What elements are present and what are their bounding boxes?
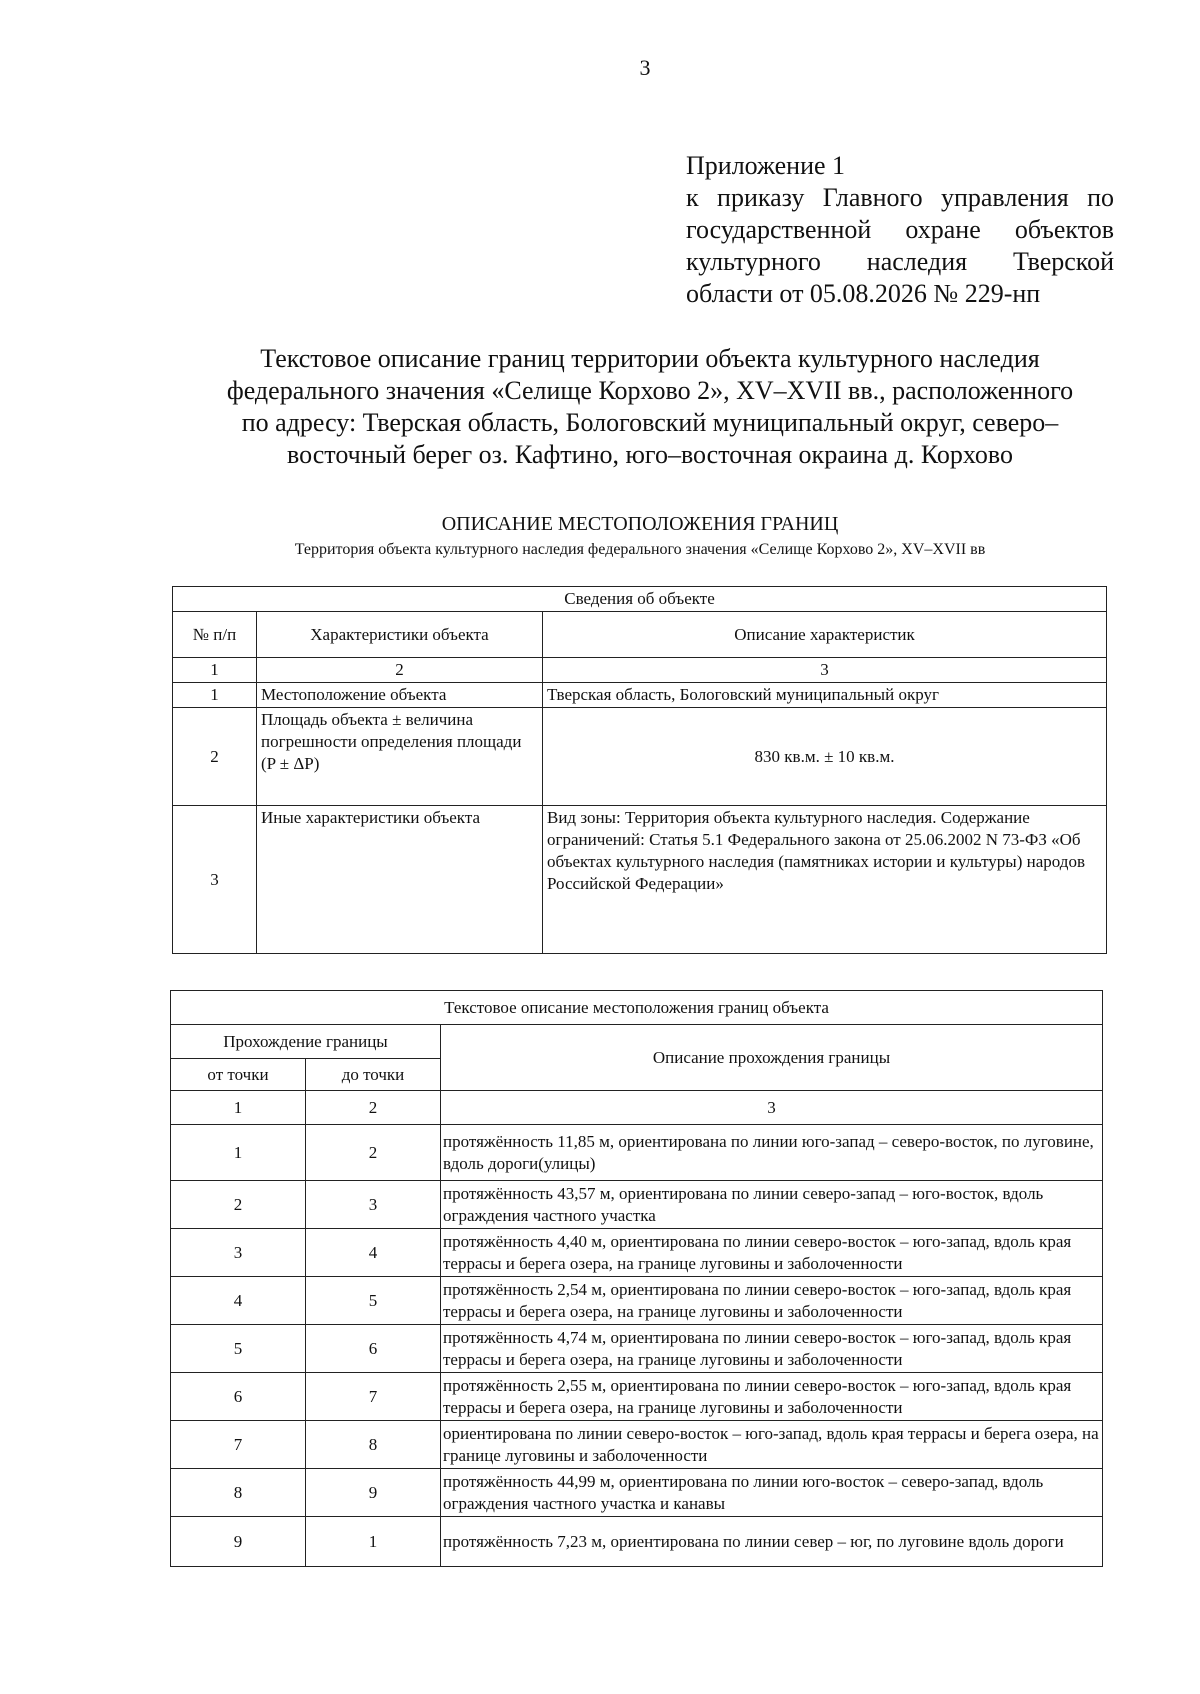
row-desc: ориентирована по линии северо-восток – юго-запад, вдоль края террасы и берега озера, на границе луговины и заболоченности xyxy=(441,1421,1103,1469)
row-from: 7 xyxy=(171,1421,306,1469)
table-caption: Сведения об объекте xyxy=(173,587,1107,612)
col-number: 1 xyxy=(171,1091,306,1125)
row-name: Площадь объекта ± величина погрешности определения площади (P ± ΔP) xyxy=(257,708,543,806)
row-to: 3 xyxy=(306,1181,441,1229)
row-from: 3 xyxy=(171,1229,306,1277)
header-description: Описание характеристик xyxy=(543,612,1107,658)
table-row xyxy=(171,1517,1103,1567)
document-title xyxy=(180,343,1120,471)
header-to: до точки xyxy=(306,1059,441,1091)
title-line: федерального значения «Селище Корхово 2», XV–XVII вв., расположенного xyxy=(226,376,1074,405)
row-value: Тверская область, Бологовский муниципальный округ xyxy=(543,683,1107,708)
header-group: Прохождение границы xyxy=(171,1025,441,1059)
col-number: 3 xyxy=(543,658,1107,683)
table-row xyxy=(171,1469,1103,1517)
table-row xyxy=(173,683,1107,708)
row-from: 1 xyxy=(171,1125,306,1181)
row-desc: протяжённость 44,99 м, ориентирована по линии юго-восток – северо-запад, вдоль ограждения частного участка и канавы xyxy=(441,1469,1103,1517)
row-num: 2 xyxy=(173,708,257,806)
table-row xyxy=(171,1421,1103,1469)
row-to: 5 xyxy=(306,1277,441,1325)
row-name: Местоположение объекта xyxy=(257,683,543,708)
col-number: 2 xyxy=(257,658,543,683)
table-row xyxy=(173,708,1107,806)
row-to: 2 xyxy=(306,1125,441,1181)
row-desc: протяжённость 4,74 м, ориентирована по линии северо-восток – юго-запад, вдоль края террасы и берега озера, на границе луговины и заболоченности xyxy=(441,1325,1103,1373)
row-num: 1 xyxy=(173,683,257,708)
header-from: от точки xyxy=(171,1059,306,1091)
row-to: 9 xyxy=(306,1469,441,1517)
row-to: 4 xyxy=(306,1229,441,1277)
row-value: 830 кв.м. ± 10 кв.м. xyxy=(543,708,1107,806)
header-desc: Описание прохождения границы xyxy=(441,1025,1103,1091)
table-row xyxy=(171,1181,1103,1229)
row-from: 2 xyxy=(171,1181,306,1229)
row-desc: протяжённость 2,54 м, ориентирована по линии северо-восток – юго-запад, вдоль края террасы и берега озера, на границе луговины и заболоченности xyxy=(441,1277,1103,1325)
appendix-line: области от 05.08.2026 № 229-нп xyxy=(686,279,1041,308)
section-title: ОПИСАНИЕ МЕСТОПОЛОЖЕНИЯ ГРАНИЦ xyxy=(441,513,839,535)
col-number: 1 xyxy=(173,658,257,683)
header-num: № п/п xyxy=(173,612,257,658)
row-desc: протяжённость 4,40 м, ориентирована по линии северо-восток – юго-запад, вдоль края террасы и берега озера, на границе луговины и заболоченности xyxy=(441,1229,1103,1277)
page-number: 3 xyxy=(639,55,651,80)
table-caption: Текстовое описание местоположения границ объекта xyxy=(171,991,1103,1025)
row-desc: протяжённость 7,23 м, ориентирована по линии север – юг, по луговине вдоль дороги xyxy=(441,1517,1103,1567)
appendix-line: культурного наследия Тверской xyxy=(686,247,1114,276)
table-row xyxy=(171,1125,1103,1181)
object-info-table xyxy=(172,586,1107,954)
header-characteristics: Характеристики объекта xyxy=(257,612,543,658)
table-row xyxy=(171,1277,1103,1325)
row-desc: протяжённость 11,85 м, ориентирована по линии юго-запад – северо-восток, по луговине, вдоль дороги(улицы) xyxy=(441,1125,1103,1181)
col-number: 2 xyxy=(306,1091,441,1125)
appendix-line: государственной охране объектов xyxy=(686,215,1114,244)
row-num: 3 xyxy=(173,806,257,954)
row-from: 6 xyxy=(171,1373,306,1421)
table-row xyxy=(171,1325,1103,1373)
table-row xyxy=(171,1373,1103,1421)
row-from: 4 xyxy=(171,1277,306,1325)
row-to: 7 xyxy=(306,1373,441,1421)
appendix-line: Приложение 1 xyxy=(686,151,846,180)
row-to: 6 xyxy=(306,1325,441,1373)
row-value: Вид зоны: Территория объекта культурного наследия. Содержание ограничений: Статья 5.1 Федерального закона от 25.06.2002 N 73-ФЗ «Об объектах культурного наследия (памятниках истории и культуры) народов Российской Федерации» xyxy=(543,806,1107,954)
appendix-header xyxy=(686,150,1114,310)
row-name: Иные характеристики объекта xyxy=(257,806,543,954)
row-from: 8 xyxy=(171,1469,306,1517)
row-from: 5 xyxy=(171,1325,306,1373)
row-from: 9 xyxy=(171,1517,306,1567)
row-to: 8 xyxy=(306,1421,441,1469)
table-row xyxy=(173,806,1107,954)
section-subtitle: Территория объекта культурного наследия федерального значения «Селище Корхово 2», XV–XVII вв xyxy=(294,541,986,558)
title-line: восточный берег оз. Кафтино, юго–восточная окраина д. Корхово xyxy=(287,440,1013,469)
title-line: по адресу: Тверская область, Бологовский муниципальный округ, северо– xyxy=(241,408,1059,437)
appendix-line: к приказу Главного управления по xyxy=(686,183,1114,212)
table-row xyxy=(171,1229,1103,1277)
row-desc: протяжённость 2,55 м, ориентирована по линии северо-восток – юго-запад, вдоль края террасы и берега озера, на границе луговины и заболоченности xyxy=(441,1373,1103,1421)
row-to: 1 xyxy=(306,1517,441,1567)
title-line: Текстовое описание границ территории объекта культурного наследия xyxy=(260,344,1040,373)
col-number: 3 xyxy=(441,1091,1103,1125)
boundary-table xyxy=(170,990,1103,1567)
row-desc: протяжённость 43,57 м, ориентирована по линии северо-запад – юго-восток, вдоль ограждения частного участка xyxy=(441,1181,1103,1229)
